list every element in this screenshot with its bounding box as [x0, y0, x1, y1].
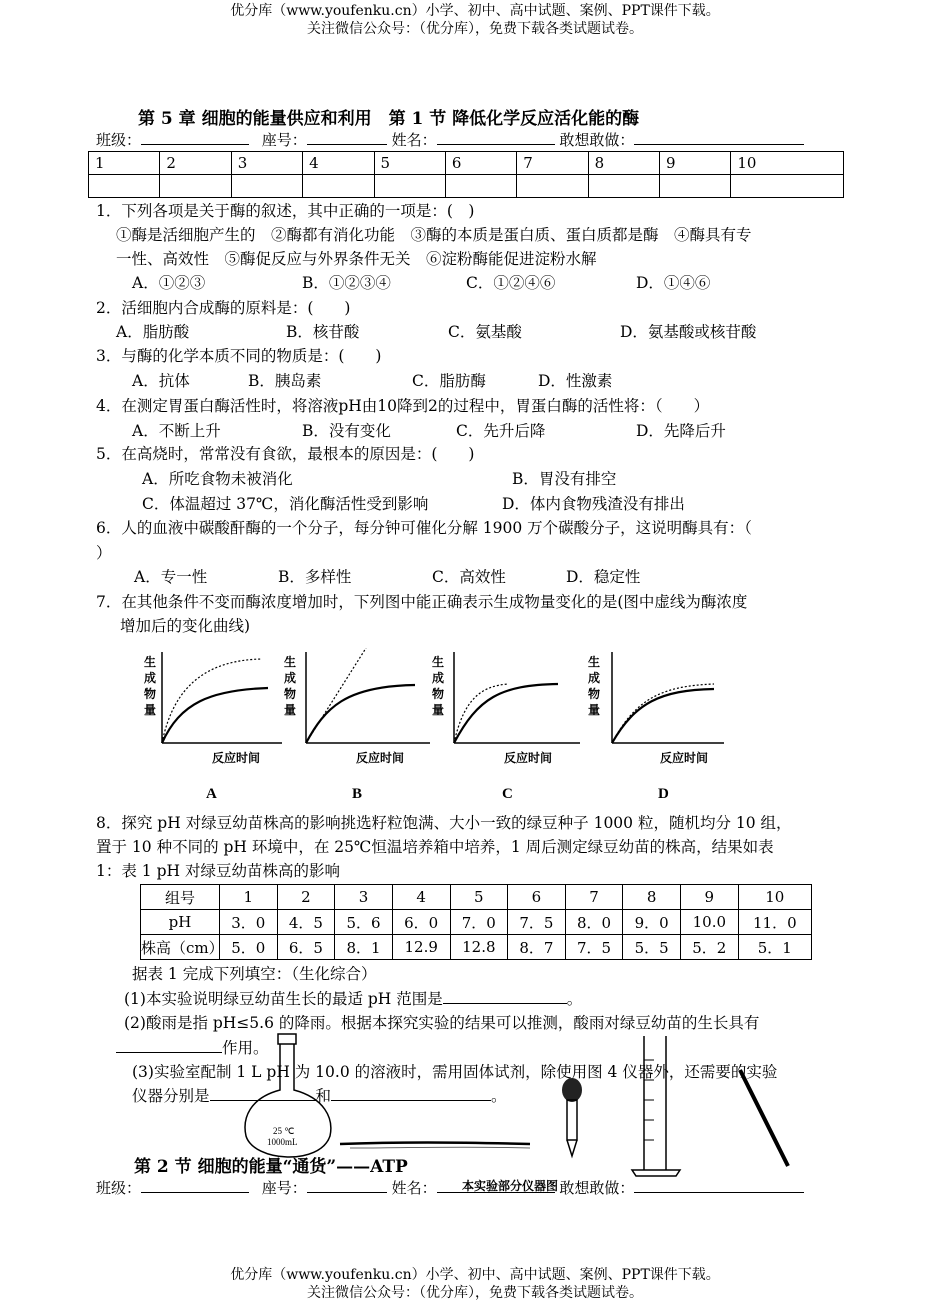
graph-c: [432, 652, 580, 802]
seat-label: 座号：: [261, 1179, 307, 1197]
q1-option-c: C．①②④⑥: [466, 274, 556, 292]
q8-sub3-blank-2[interactable]: [331, 1086, 491, 1101]
name-blank[interactable]: [437, 130, 555, 145]
class-blank[interactable]: [141, 130, 249, 145]
dropper-icon: [562, 1078, 582, 1156]
row-header: pH: [141, 910, 220, 935]
table-cell: 11．0: [738, 910, 811, 935]
curve-dashed: [306, 648, 366, 743]
q8-line-2: 置于 10 种不同的 pH 环境中，在 25℃恒温培养箱中培养，1 周后测定绿豆幼苗的株高，结果如表: [96, 838, 774, 856]
ylabel-char: 物: [588, 687, 601, 701]
table-cell: 5．6: [335, 910, 393, 935]
dare-label: 敢想敢做：: [559, 1179, 635, 1197]
q4-option-a: A．不断上升: [132, 422, 221, 440]
q2-option-d: D．氨基酸或核苷酸: [620, 323, 757, 341]
table-cell: 5．5: [623, 935, 681, 960]
seat-blank[interactable]: [307, 1178, 387, 1193]
q8-sub1-blank[interactable]: [443, 989, 567, 1004]
answer-number: 3: [231, 152, 302, 175]
q8-sub2-end: 作用。: [222, 1039, 269, 1057]
info-line-1: [96, 129, 804, 150]
table-row: [141, 910, 812, 935]
q6-option-b: B．多样性: [278, 568, 352, 586]
q5-option-d: D．体内食物残渣没有排出: [502, 495, 685, 513]
q7-graphs: [140, 648, 740, 808]
table-row: [141, 935, 812, 960]
xlabel: 反应时间: [356, 751, 405, 765]
answer-blank-row: [89, 175, 844, 198]
ylabel-char: 量: [432, 703, 445, 717]
footer-line-1: 优分库（www.youfenku.cn）小学、初中、高中试题、案例、PPT课件下载。: [230, 1267, 720, 1283]
answer-number: 7: [517, 152, 588, 175]
footer-line-2: 关注微信公众号：（优分库），免费下载各类试题试卷。: [307, 1285, 643, 1301]
answer-cell[interactable]: [445, 175, 516, 198]
q2-option-c: C．氨基酸: [448, 323, 522, 341]
q1-line-3: 一性、高效性 ⑤酶促反应与外界条件无关 ⑥淀粉酶能促进淀粉水解: [116, 250, 597, 268]
graph-letter: A: [206, 786, 217, 802]
table-cell: 8．1: [335, 935, 393, 960]
row-header: 组号: [141, 885, 220, 910]
q8-sub3-line-2: [132, 1084, 507, 1108]
answer-number: 5: [374, 152, 445, 175]
flask-label-line-1: 25 ℃: [273, 1126, 295, 1136]
ylabel-char: 物: [432, 687, 445, 701]
glass-rod-icon: [340, 1143, 530, 1149]
ylabel-char: 成: [284, 671, 297, 685]
dare-blank[interactable]: [634, 130, 804, 145]
answer-number: 10: [731, 152, 844, 175]
table-cell: 6: [508, 885, 566, 910]
q2-option-b: B．核苷酸: [286, 323, 360, 341]
name-label: 姓名：: [391, 1179, 437, 1197]
q3-stem: 3．与酶的化学本质不同的物质是：( ): [96, 347, 382, 365]
q1-line-2: ①酶是活细胞产生的 ②酶都有消化功能 ③酶的本质是蛋白质、蛋白质都是酶 ④酶具有专: [116, 226, 752, 244]
q2-option-a: A．脂肪酸: [116, 323, 190, 341]
name-blank[interactable]: [437, 1178, 555, 1193]
q8-sub3-blank-1[interactable]: [210, 1086, 316, 1101]
ylabel-char: 生: [432, 655, 445, 669]
table-cell: 7．0: [450, 910, 508, 935]
q6-option-c: C．高效性: [432, 568, 506, 586]
answer-cell[interactable]: [160, 175, 231, 198]
answer-number: 1: [89, 152, 160, 175]
table-cell: 5．2: [681, 935, 739, 960]
graph-a: [144, 652, 282, 802]
ph-height-table: [140, 884, 812, 960]
table-cell: 6．0: [392, 910, 450, 935]
answer-number: 2: [160, 152, 231, 175]
curve-solid: [162, 688, 268, 743]
q4-option-b: B．没有变化: [302, 422, 391, 440]
header-line-1: 优分库（www.youfenku.cn）小学、初中、高中试题、案例、PPT课件下载。: [230, 3, 720, 19]
section-2-title: 第 2 节 细胞的能量“通货”——ATP: [134, 1157, 408, 1177]
q8-sub1-end: 。: [566, 990, 583, 1008]
table-cell: 8: [623, 885, 681, 910]
ylabel-char: 量: [144, 703, 157, 717]
xlabel: 反应时间: [212, 751, 261, 765]
q8-sub3-text: 仪器分别是: [132, 1087, 210, 1105]
table-cell: 6．5: [277, 935, 335, 960]
q1-stem: 1．下列各项是关于酶的叙述，其中正确的一项是：( ): [96, 202, 475, 220]
dare-label: 敢想敢做：: [559, 131, 635, 149]
table-cell: 4: [392, 885, 450, 910]
ylabel-char: 成: [432, 671, 445, 685]
q1-option-b: B．①②③④: [302, 274, 391, 292]
q4-option-c: C．先升后降: [456, 422, 546, 440]
q6-line-2: ）: [96, 544, 112, 562]
ylabel-char: 物: [144, 687, 157, 701]
graph-letter: B: [352, 786, 363, 802]
answer-cell[interactable]: [231, 175, 302, 198]
answer-number: 8: [588, 152, 659, 175]
answer-cell[interactable]: [660, 175, 731, 198]
q3-option-d: D．性激素: [538, 372, 613, 390]
q4-stem: 4．在测定胃蛋白酶活性时，将溶液pH由10降到2的过程中，胃蛋白酶的活性将：（ ）: [96, 397, 710, 415]
curve-solid: [454, 684, 558, 743]
answer-cell[interactable]: [374, 175, 445, 198]
q8-sub3-end: 。: [491, 1087, 507, 1105]
class-blank[interactable]: [141, 1178, 249, 1193]
class-label: 班级：: [96, 131, 142, 149]
xlabel: 反应时间: [504, 751, 553, 765]
table-cell: 2: [277, 885, 335, 910]
table-cell: 5．1: [738, 935, 811, 960]
q1-option-a: A．①②③: [132, 274, 206, 292]
q8-fill-intro: 据表 1 完成下列填空：（生化综合）: [132, 965, 377, 983]
graph-letter: D: [658, 786, 669, 802]
answer-number: 4: [303, 152, 374, 175]
table-cell: 8．7: [508, 935, 566, 960]
row-header: 株高（cm）: [141, 935, 220, 960]
graph-d: [588, 652, 724, 802]
ylabel-char: 生: [284, 655, 297, 669]
table-cell: 5: [450, 885, 508, 910]
table-cell: 10.0: [681, 910, 739, 935]
answer-cell[interactable]: [303, 175, 374, 198]
q5-stem: 5．在高烧时，常常没有食欲，最根本的原因是：( ): [96, 445, 475, 463]
q3-option-a: A．抗体: [132, 372, 190, 390]
table-cell: 7．5: [508, 910, 566, 935]
graph-b: [284, 648, 430, 802]
curve-solid: [612, 689, 714, 743]
ylabel-char: 成: [144, 671, 157, 685]
answer-number-row: [89, 152, 844, 175]
table-cell: 12.9: [392, 935, 450, 960]
q1-option-d: D．①④⑥: [636, 274, 711, 292]
q3-option-c: C．脂肪酶: [412, 372, 486, 390]
q5-option-b: B．胃没有排空: [512, 470, 617, 488]
table-cell: 5．0: [220, 935, 278, 960]
table-cell: 9: [681, 885, 739, 910]
q8-sub1: [124, 987, 582, 1011]
table-cell: 7．5: [565, 935, 623, 960]
table-cell: 8．0: [565, 910, 623, 935]
q7-line-2: 增加后的变化曲线): [120, 617, 251, 635]
q6-stem: 6．人的血液中碳酸酐酶的一个分子，每分钟可催化分解 1900 万个碳酸分子，这说明酶具有：（: [96, 519, 752, 537]
class-label: 班级：: [96, 1179, 142, 1197]
q8-sub2: (2)酸雨是指 pH≤5.6 的降雨。根据本探究实验的结果可以推测，酸雨对绿豆幼苗的生长具有: [124, 1014, 760, 1032]
table-cell: 4．5: [277, 910, 335, 935]
q8-sub3: (3)实验室配制 1 L pH 为 10.0 的溶液时，需用固体试剂，除使用图 4 仪器外，还需要的实验: [132, 1063, 778, 1081]
q8-stem: 8．探究 pH 对绿豆幼苗株高的影响挑选籽粒饱满、大小一致的绿豆种子 1000 粒，随机均分 10 组，: [96, 814, 792, 832]
curve-dashed: [162, 659, 262, 743]
table-row: [141, 885, 812, 910]
answer-cell[interactable]: [588, 175, 659, 198]
section-1-title: 第 5 章 细胞的能量供应和利用 第 1 节 降低化学反应活化能的酶: [138, 109, 640, 129]
graph-letter: C: [502, 786, 513, 802]
ylabel-char: 物: [284, 687, 297, 701]
seat-blank[interactable]: [307, 130, 387, 145]
ylabel-char: 生: [588, 655, 601, 669]
table-cell: 1: [220, 885, 278, 910]
q2-stem: 2．活细胞内合成酶的原料是：( ): [96, 299, 351, 317]
answer-grid: [88, 151, 844, 198]
seat-label: 座号：: [261, 131, 307, 149]
answer-cell[interactable]: [517, 175, 588, 198]
graduated-cylinder-icon: [632, 1036, 680, 1176]
answer-number: 6: [445, 152, 516, 175]
table-cell: 3．0: [220, 910, 278, 935]
name-label: 姓名：: [391, 131, 437, 149]
thermometer-icon: [740, 1070, 788, 1166]
section-2-info-line: [96, 1177, 804, 1198]
q7-stem: 7．在其他条件不变而酶浓度增加时，下列图中能正确表示生成物量变化的是(图中虚线为酶浓度: [96, 593, 748, 611]
q5-option-c: C．体温超过 37℃，消化酶活性受到影响: [142, 495, 429, 513]
curve-dashed: [612, 684, 714, 743]
q8-sub2-blank[interactable]: [116, 1038, 222, 1053]
table-cell: 10: [738, 885, 811, 910]
xlabel: 反应时间: [660, 751, 709, 765]
ylabel-char: 生: [144, 655, 157, 669]
ylabel-char: 量: [284, 703, 297, 717]
table-cell: 9．0: [623, 910, 681, 935]
instrument-caption: 本实验部分仪器图: [462, 1179, 559, 1193]
ylabel-char: 量: [588, 703, 601, 717]
q8-line-3: 1：表 1 pH 对绿豆幼苗株高的影响: [96, 862, 340, 880]
table-cell: 7: [565, 885, 623, 910]
curve-solid: [306, 685, 415, 743]
q4-option-d: D．先降后升: [636, 422, 726, 440]
header-line-2: 关注微信公众号：（优分库），免费下载各类试题试卷。: [307, 21, 643, 37]
dare-blank[interactable]: [634, 1178, 804, 1193]
table-cell: 3: [335, 885, 393, 910]
ylabel-char: 成: [588, 671, 601, 685]
q5-option-a: A．所吃食物未被消化: [142, 470, 293, 488]
answer-number: 9: [660, 152, 731, 175]
flask-label-line-2: 1000mL: [267, 1137, 298, 1147]
table-cell: 12.8: [450, 935, 508, 960]
answer-cell[interactable]: [731, 175, 844, 198]
q6-option-a: A．专一性: [134, 568, 208, 586]
q6-option-d: D．稳定性: [566, 568, 641, 586]
answer-cell[interactable]: [89, 175, 160, 198]
q3-option-b: B．胰岛素: [248, 372, 322, 390]
q8-sub3-and: 和: [315, 1087, 332, 1105]
q8-sub1-text: (1)本实验说明绿豆幼苗生长的最适 pH 范围是: [124, 990, 443, 1008]
